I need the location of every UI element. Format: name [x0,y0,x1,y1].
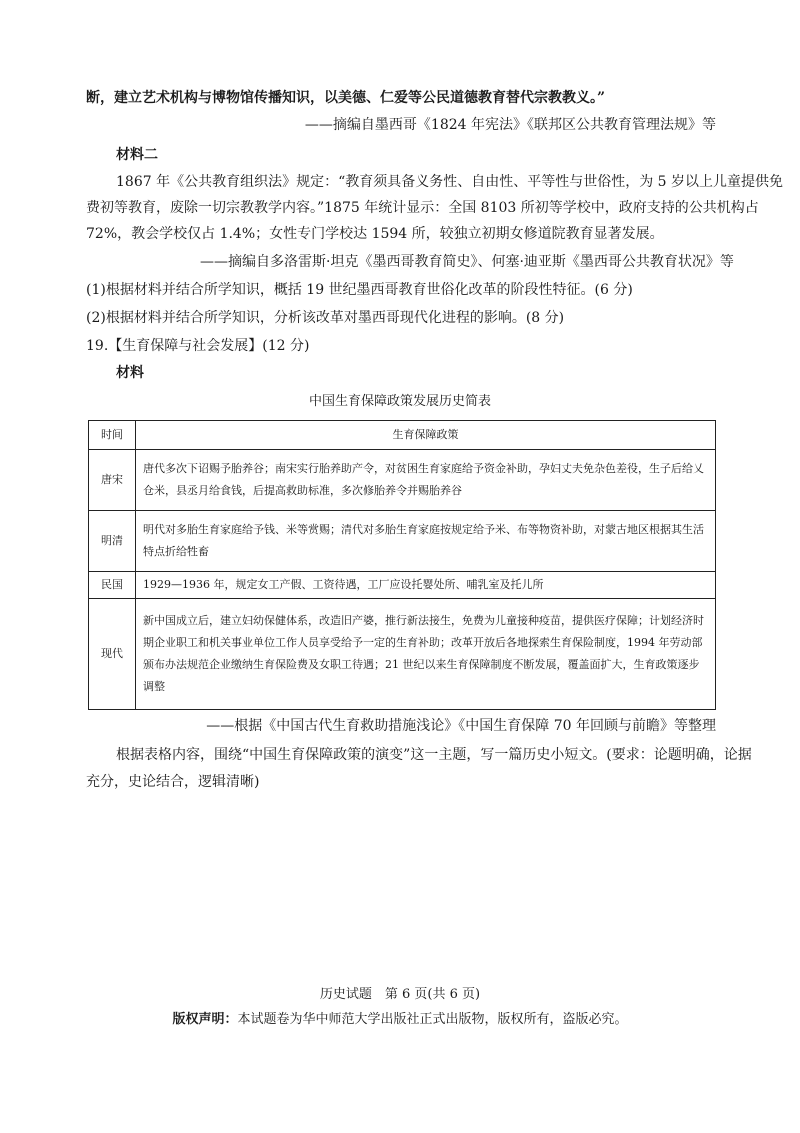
copyright-notice [0,1010,800,1030]
material2-heading: 材料二 [116,147,158,163]
q19-instruction-line-2: 充分，史论结合，逻辑清晰) [86,774,260,790]
q19-material-label: 材料 [116,365,144,381]
table-header-row [89,421,716,450]
column-header-time: 时间 [89,421,136,450]
table-source: ——根据《中国古代生育救助措施浅论》《中国生育保障 70 年回顾与前瞻》等整理 [206,718,716,734]
table-row [89,450,716,511]
row-era: 唐宋 [89,450,136,511]
policy-table [88,420,716,710]
policy-table-title: 中国生育保障政策发展历史简表 [308,394,491,409]
row-policy: 新中国成立后，建立妇幼保健体系，改造旧产婆，推行新法接生，免费为儿童接种疫苗，提供医疗保障；计划经济时期企业职工和机关事业单位工作人员享受给予一定的生育补助；改革开放后各地探索生育保险制度，1994 年劳动部颁布办法规范企业缴纳生育保险费及女职工待遇；21 世纪以来生育保障制度不断发展，覆盖面扩大，生育政策逐步调整 [136,599,716,710]
column-header-policy: 生育保障政策 [136,421,716,450]
copyright-text: 本试题卷为华中师范大学出版社正式出版物，版权所有，盗版必究。 [237,1012,628,1027]
copyright-label: 版权声明： [172,1012,238,1027]
row-policy: 明代对多胎生育家庭给予钱、米等赏赐；清代对多胎生育家庭按规定给予米、布等物资补助，对蒙古地区根据其生活特点折给牲畜 [136,511,716,572]
material2-line-3: 72%，教会学校仅占 1.4%；女性专门学校达 1594 所，较独立初期女修道院教育显著发展。 [86,226,664,242]
row-era: 明清 [89,511,136,572]
q18-subquestion-1: (1)根据材料并结合所学知识，概括 19 世纪墨西哥教育世俗化改革的阶段性特征。(6 分) [86,282,633,298]
material2-line-1: 1867 年《公共教育组织法》规定：“教育须具备义务性、自由性、平等性与世俗性，为 5 岁以上儿童提供免 [116,174,784,190]
table-row [89,511,716,572]
table-row [89,572,716,599]
material1-source: ——摘编自墨西哥《1824 年宪法》《联邦区公共教育管理法规》等 [304,117,716,133]
row-era: 现代 [89,599,136,710]
row-policy: 1929—1936 年，规定女工产假、工资待遇，工厂应设托婴处所、哺乳室及托儿所 [136,572,716,599]
material2-source: ——摘编自多洛雷斯·坦克《墨西哥教育简史》、何塞·迪亚斯《墨西哥公共教育状况》等 [200,254,734,270]
q18-subquestion-2: (2)根据材料并结合所学知识，分析该改革对墨西哥现代化进程的影响。(8 分) [86,310,565,326]
row-era: 民国 [89,572,136,599]
material1-tail-text: 断，建立艺术机构与博物馆传播知识，以美德、仁爱等公民道德教育替代宗教教义。” [86,90,606,106]
q19-title: 19.【生育保障与社会发展】(12 分) [86,338,310,354]
row-policy: 唐代多次下诏赐予胎养谷；南宋实行胎养助产令，对贫困生育家庭给予资金补助，孕妇丈夫免杂色差役，生子后给乂仓米，县丞月给食钱，后提高救助标准，多次修胎养令并赐胎养谷 [136,450,716,511]
page-number: 历史试题 第 6 页(共 6 页) [319,987,481,1002]
q19-instruction-line-1: 根据表格内容，围绕“中国生育保障政策的演变”这一主题，写一篇历史小短文。(要求：论题明确，论据 [116,747,752,763]
table-row [89,599,716,710]
material2-line-2: 费初等教育，废除一切宗教教学内容。”1875 年统计显示：全国 8103 所初等学校中，政府支持的公共机构占 [86,200,759,216]
